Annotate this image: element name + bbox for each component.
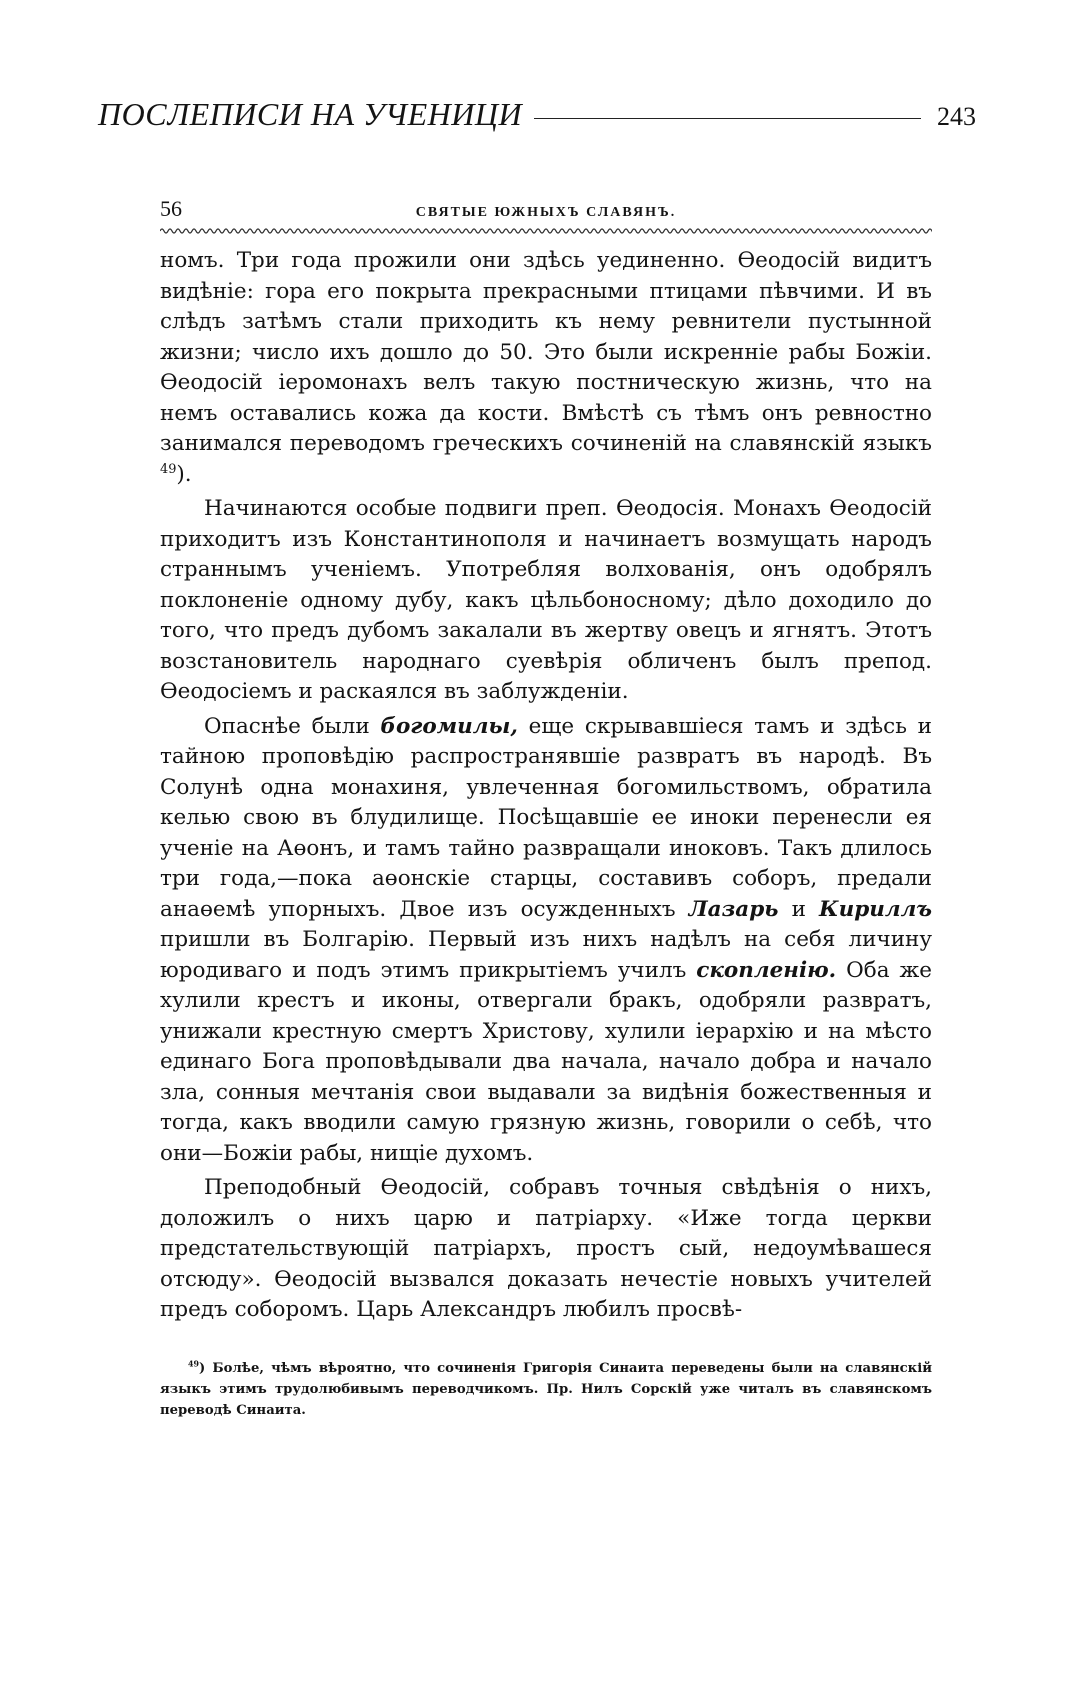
scanned-page: [160, 196, 932, 1421]
footnote: [160, 1358, 932, 1421]
footnote-marker: 49: [160, 461, 177, 477]
paragraph-1: номъ. Три года прожили они здѣсь уединенно. Өеодосій видитъ видѣніе: гора его покрыта прекрасными птицами пѣвчими. И въ слѣдъ затѣмъ стали приходить къ нему ревнители пустынной жизни; число ихъ дошло до 50. Это были искренніе рабы Божіи. Өеодосій іеромонахъ велъ такую постническую жизнь, что на немъ оставались кожа да кости. Вмѣстѣ съ тѣмъ онъ ревностно занимался переводомъ греческихъ сочиненій на славянскій языкъ $^{49}$).: [160, 248, 932, 487]
emphasis-lazar: Лазарь: [688, 896, 779, 922]
footnote-text: ) Болѣе, чѣмъ вѣроятно, что сочиненія Григорія Синаита переведены были на славянскій языкъ этимъ трудолюбивымъ переводчикомъ. Пр. Нилъ Сорскій уже читалъ въ славянскомъ переводѣ Синаита.: [160, 1360, 932, 1418]
running-header-rule: [534, 118, 921, 119]
wavy-rule: [160, 226, 932, 236]
running-header-page-number: 243: [937, 102, 976, 131]
emphasis-bogomily: богомилы,: [380, 713, 518, 739]
body-text: [160, 246, 932, 1326]
scan-page-number: 56: [160, 196, 182, 221]
emphasis-kirill: Кириллъ: [819, 896, 932, 922]
paragraph-4: Преподобный Өеодосій, собравъ точныя свѣдѣнія о нихъ, доложилъ о нихъ царю и патріарху. «Иже тогда церкви предстательствующій патріархъ, простъ сый, недоумѣвашеся отсюду». Өеодосій вызвался доказать нечестіе новыхъ учителей предъ соборомъ. Царь Александръ любилъ просвѣ-: [160, 1175, 932, 1322]
emphasis-skopleniyu: скопленію.: [696, 957, 837, 983]
footnote-number: 49: [188, 1359, 200, 1369]
running-header-title: ПОСЛЕПИСИ НА УЧЕНИЦИ: [98, 96, 523, 132]
paragraph-3: Опаснѣе были богомилы, еще скрывавшіеся тамъ и здѣсь и тайною проповѣдію распространявшіе развратъ въ народѣ. Въ Солунѣ одна монахиня, увлеченная богомильствомъ, обратила келью свою въ блудилище. Посѣщавшіе ее иноки перенесли ея ученіе на Аөонъ, и тамъ тайно развращали иноковъ. Такъ длилось три года,—пока аөонскіе старцы, составивъ соборъ, предали анаөемѣ упорныхъ. Двое изъ осужденныхъ Лазарь и Кириллъ пришли въ Болгарію. Первый изъ нихъ надѣлъ на себя личину юродиваго и подъ этимъ прикрытіемъ училъ скопленію. Оба же хулили крестъ и иконы, отвергали бракъ, одобряли развратъ, унижали крестную смертъ Христову, хулили іерархію и на мѣсто единаго Бога проповѣдывали два начала, начало добра и начало зла, сонныя мечтанія свои выдавали за видѣнія божественныя и тогда, какъ вводили самую грязную жизнь, говорили о себѣ, что они—Божіи рабы, нищіе духомъ.: [160, 713, 932, 1166]
footnote-rule: [160, 1348, 932, 1350]
scan-book-title: СВЯТЫЕ ЮЖНЫХЪ СЛАВЯНЪ.: [415, 205, 677, 220]
running-header: [98, 96, 976, 136]
paragraph-2: Начинаются особые подвиги преп. Өеодосія. Монахъ Өеодосій приходитъ изъ Константинополя и начинаетъ возмущать народъ страннымъ ученіемъ. Употребляя волхованія, онъ одобрялъ поклоненіе одному дубу, какъ цѣльбоносному; дѣло доходило до того, что предъ дубомъ закалали въ жертву овецъ и ягнятъ. Этотъ возстановитель народнаго суевѣрія обличенъ былъ препод. Өеодосіемъ и раскаялся въ заблужденіи.: [160, 496, 932, 704]
scan-header: [160, 196, 932, 222]
